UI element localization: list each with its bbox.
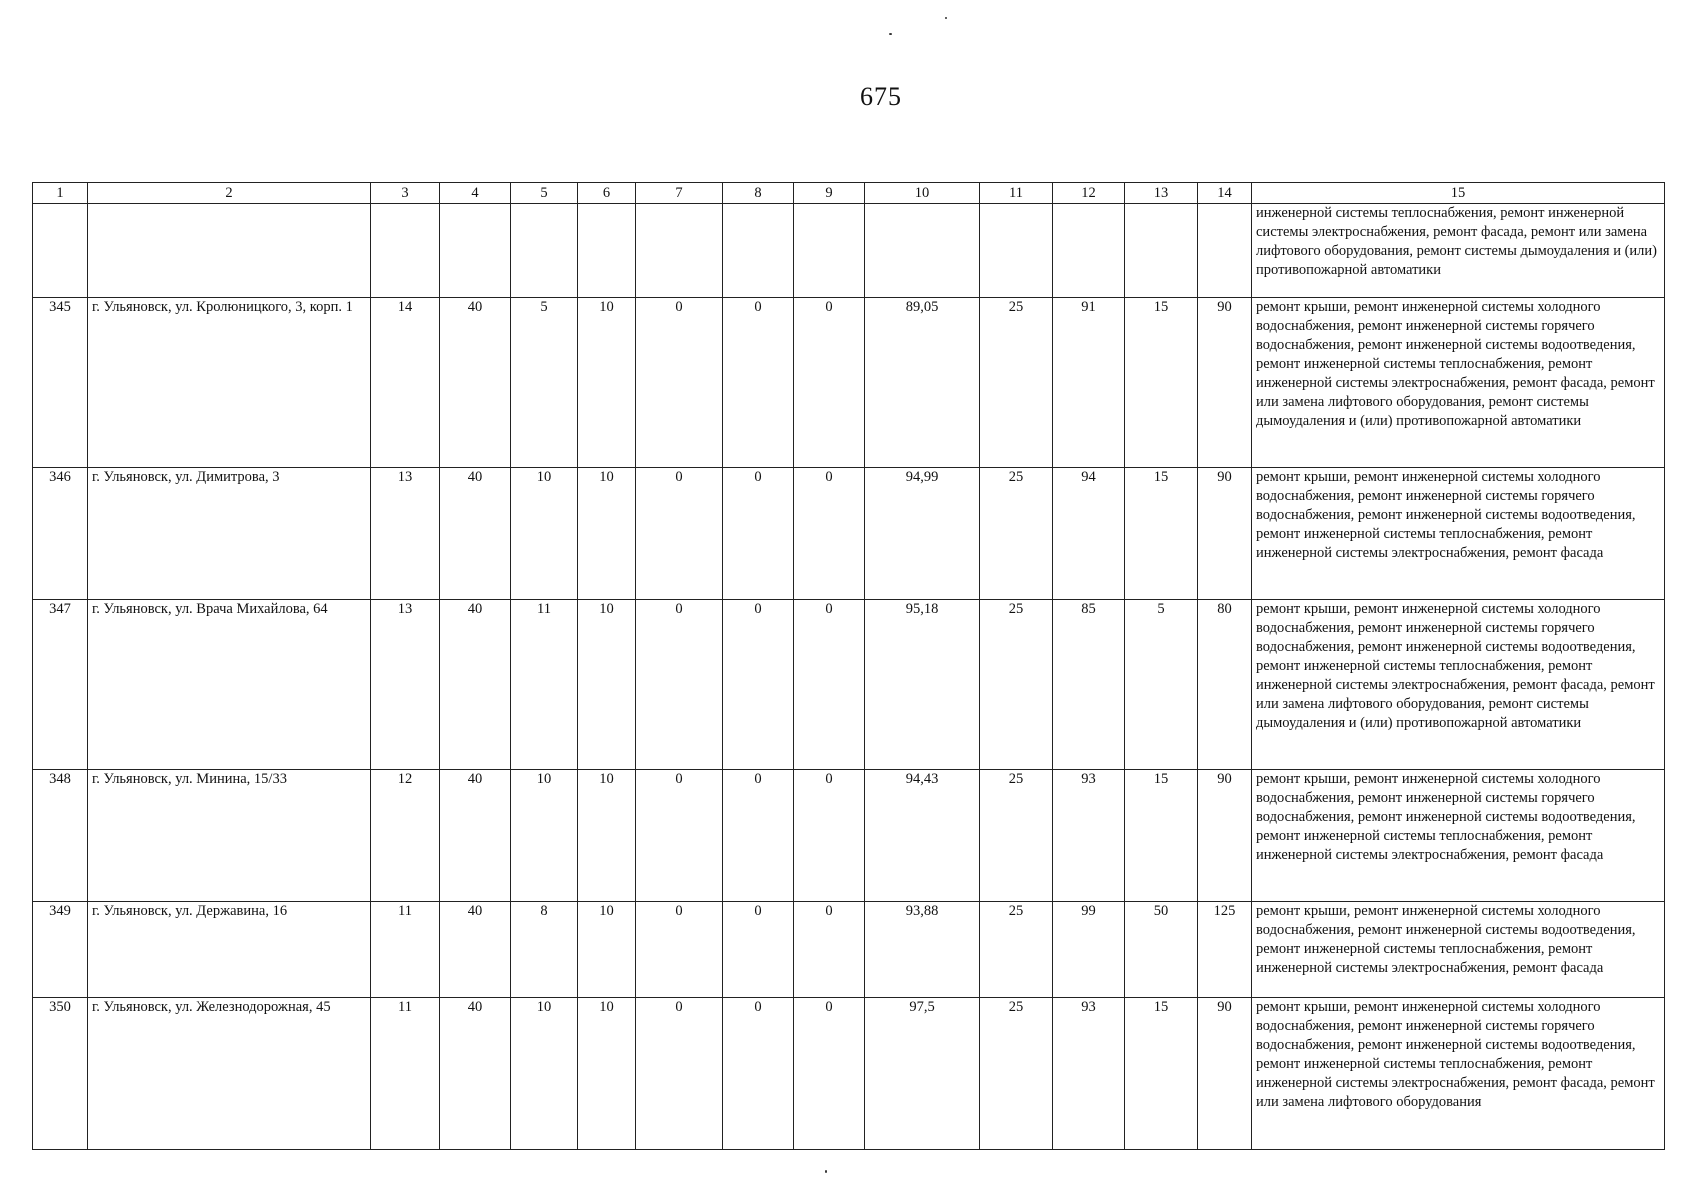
value-cell: 10 <box>578 998 636 1150</box>
value-cell: 0 <box>636 770 723 902</box>
value-cell: 94,99 <box>865 468 980 600</box>
column-header: 13 <box>1125 183 1198 204</box>
column-header: 3 <box>371 183 440 204</box>
works-cell: ремонт крыши, ремонт инженерной системы холодного водоснабжения, ремонт инженерной системы горячего водоснабжения, ремонт инженерной системы водоотведения, ремонт инженерной системы теплоснабжения, ремонт инженерной системы электроснабжения, ремонт фасада, ремонт или замена лифтового оборудования <box>1252 998 1665 1150</box>
value-cell: 80 <box>1198 600 1252 770</box>
value-cell: 40 <box>440 902 511 998</box>
value-cell: 10 <box>578 298 636 468</box>
value-cell: 10 <box>511 770 578 902</box>
value-cell: 0 <box>794 600 865 770</box>
value-cell: 0 <box>794 770 865 902</box>
value-cell: 0 <box>723 600 794 770</box>
table-row <box>33 998 1665 1150</box>
value-cell: 0 <box>636 298 723 468</box>
value-cell: 40 <box>440 600 511 770</box>
value-cell: 99 <box>1053 902 1125 998</box>
cell <box>636 204 723 298</box>
column-header: 11 <box>980 183 1053 204</box>
scan-speck <box>825 1170 827 1173</box>
value-cell: 89,05 <box>865 298 980 468</box>
value-cell: 10 <box>578 468 636 600</box>
row-number: 350 <box>33 998 88 1150</box>
value-cell: 0 <box>723 770 794 902</box>
cell <box>865 204 980 298</box>
works-cell: инженерной системы теплоснабжения, ремонт инженерной системы электроснабжения, ремонт фасада, ремонт или замена лифтового оборудования, ремонт системы дымоудаления и (или) противопожарной автоматики <box>1252 204 1665 298</box>
value-cell: 11 <box>511 600 578 770</box>
column-header: 4 <box>440 183 511 204</box>
value-cell: 90 <box>1198 998 1252 1150</box>
works-cell: ремонт крыши, ремонт инженерной системы холодного водоснабжения, ремонт инженерной системы горячего водоснабжения, ремонт инженерной системы водоотведения, ремонт инженерной системы теплоснабжения, ремонт инженерной системы электроснабжения, ремонт фасада, ремонт или замена лифтового оборудования, ремонт системы дымоудаления и (или) противопожарной автоматики <box>1252 600 1665 770</box>
column-number-header-row <box>33 183 1665 204</box>
row-number: 345 <box>33 298 88 468</box>
table-row <box>33 298 1665 468</box>
value-cell: 93,88 <box>865 902 980 998</box>
value-cell: 15 <box>1125 298 1198 468</box>
value-cell: 25 <box>980 770 1053 902</box>
row-number: 348 <box>33 770 88 902</box>
works-cell: ремонт крыши, ремонт инженерной системы холодного водоснабжения, ремонт инженерной системы горячего водоснабжения, ремонт инженерной системы водоотведения, ремонт инженерной системы теплоснабжения, ремонт инженерной системы электроснабжения, ремонт фасада <box>1252 770 1665 902</box>
cell <box>1198 204 1252 298</box>
cell <box>440 204 511 298</box>
works-cell: ремонт крыши, ремонт инженерной системы холодного водоснабжения, ремонт инженерной системы горячего водоснабжения, ремонт инженерной системы водоотведения, ремонт инженерной системы теплоснабжения, ремонт инженерной системы электроснабжения, ремонт фасада <box>1252 468 1665 600</box>
value-cell: 85 <box>1053 600 1125 770</box>
row-number: 349 <box>33 902 88 998</box>
column-header: 9 <box>794 183 865 204</box>
cell <box>1125 204 1198 298</box>
column-header: 2 <box>88 183 371 204</box>
column-header: 6 <box>578 183 636 204</box>
address-cell: г. Ульяновск, ул. Димитрова, 3 <box>88 468 371 600</box>
value-cell: 14 <box>371 298 440 468</box>
value-cell: 40 <box>440 298 511 468</box>
value-cell: 15 <box>1125 468 1198 600</box>
value-cell: 94,43 <box>865 770 980 902</box>
cell <box>511 204 578 298</box>
column-header: 15 <box>1252 183 1665 204</box>
value-cell: 0 <box>636 600 723 770</box>
value-cell: 10 <box>578 770 636 902</box>
address-cell: г. Ульяновск, ул. Врача Михайлова, 64 <box>88 600 371 770</box>
value-cell: 93 <box>1053 770 1125 902</box>
value-cell: 97,5 <box>865 998 980 1150</box>
value-cell: 10 <box>511 468 578 600</box>
page-number: 675 <box>860 82 902 111</box>
works-cell: ремонт крыши, ремонт инженерной системы холодного водоснабжения, ремонт инженерной системы водоотведения, ремонт инженерной системы теплоснабжения, ремонт инженерной системы электроснабжения, ремонт фасада <box>1252 902 1665 998</box>
value-cell: 40 <box>440 468 511 600</box>
value-cell: 95,18 <box>865 600 980 770</box>
cell <box>794 204 865 298</box>
value-cell: 25 <box>980 468 1053 600</box>
value-cell: 10 <box>511 998 578 1150</box>
continuation-row <box>33 204 1665 298</box>
value-cell: 5 <box>511 298 578 468</box>
value-cell: 0 <box>723 468 794 600</box>
address-cell: г. Ульяновск, ул. Минина, 15/33 <box>88 770 371 902</box>
address-cell: г. Ульяновск, ул. Кролюницкого, 3, корп. 1 <box>88 298 371 468</box>
value-cell: 13 <box>371 468 440 600</box>
value-cell: 50 <box>1125 902 1198 998</box>
row-number: 346 <box>33 468 88 600</box>
value-cell: 8 <box>511 902 578 998</box>
value-cell: 0 <box>636 998 723 1150</box>
value-cell: 0 <box>794 298 865 468</box>
value-cell: 91 <box>1053 298 1125 468</box>
value-cell: 25 <box>980 600 1053 770</box>
cell <box>1053 204 1125 298</box>
value-cell: 90 <box>1198 298 1252 468</box>
value-cell: 13 <box>371 600 440 770</box>
value-cell: 12 <box>371 770 440 902</box>
value-cell: 15 <box>1125 998 1198 1150</box>
cell <box>723 204 794 298</box>
column-header: 12 <box>1053 183 1125 204</box>
value-cell: 0 <box>636 468 723 600</box>
cell <box>980 204 1053 298</box>
scan-speck <box>945 17 947 19</box>
column-header: 5 <box>511 183 578 204</box>
value-cell: 0 <box>723 902 794 998</box>
column-header: 8 <box>723 183 794 204</box>
value-cell: 0 <box>723 298 794 468</box>
column-header: 14 <box>1198 183 1252 204</box>
works-cell: ремонт крыши, ремонт инженерной системы холодного водоснабжения, ремонт инженерной системы горячего водоснабжения, ремонт инженерной системы водоотведения, ремонт инженерной системы теплоснабжения, ремонт инженерной системы электроснабжения, ремонт фасада, ремонт или замена лифтового оборудования, ремонт системы дымоудаления и (или) противопожарной автоматики <box>1252 298 1665 468</box>
cell <box>371 204 440 298</box>
row-number: 347 <box>33 600 88 770</box>
table-row <box>33 600 1665 770</box>
table-row <box>33 902 1665 998</box>
value-cell: 40 <box>440 770 511 902</box>
value-cell: 0 <box>636 902 723 998</box>
value-cell: 40 <box>440 998 511 1150</box>
value-cell: 25 <box>980 298 1053 468</box>
repair-program-table <box>32 182 1665 1150</box>
value-cell: 94 <box>1053 468 1125 600</box>
column-header: 7 <box>636 183 723 204</box>
value-cell: 15 <box>1125 770 1198 902</box>
value-cell: 125 <box>1198 902 1252 998</box>
value-cell: 5 <box>1125 600 1198 770</box>
column-header: 10 <box>865 183 980 204</box>
value-cell: 0 <box>723 998 794 1150</box>
value-cell: 10 <box>578 600 636 770</box>
value-cell: 0 <box>794 902 865 998</box>
value-cell: 0 <box>794 998 865 1150</box>
cell <box>33 204 88 298</box>
value-cell: 90 <box>1198 468 1252 600</box>
value-cell: 25 <box>980 902 1053 998</box>
address-cell: г. Ульяновск, ул. Державина, 16 <box>88 902 371 998</box>
cell <box>88 204 371 298</box>
column-header: 1 <box>33 183 88 204</box>
table-row <box>33 770 1665 902</box>
address-cell: г. Ульяновск, ул. Железнодорожная, 45 <box>88 998 371 1150</box>
value-cell: 11 <box>371 998 440 1150</box>
scan-speck <box>889 33 892 35</box>
value-cell: 25 <box>980 998 1053 1150</box>
cell <box>578 204 636 298</box>
value-cell: 10 <box>578 902 636 998</box>
value-cell: 0 <box>794 468 865 600</box>
value-cell: 93 <box>1053 998 1125 1150</box>
value-cell: 11 <box>371 902 440 998</box>
table-row <box>33 468 1665 600</box>
value-cell: 90 <box>1198 770 1252 902</box>
